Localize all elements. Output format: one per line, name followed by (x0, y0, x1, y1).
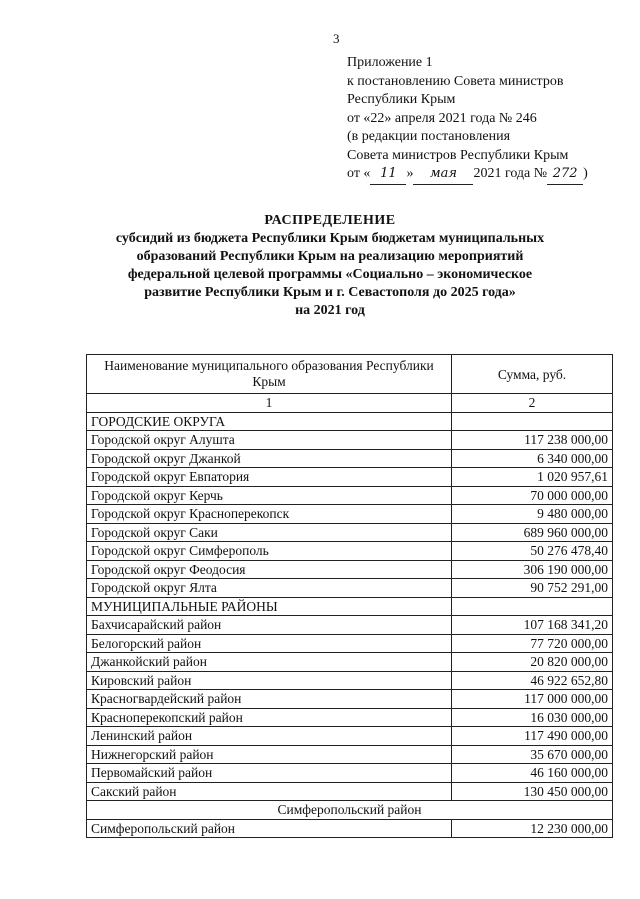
table-row (87, 764, 613, 783)
table-row (87, 671, 613, 690)
page-number: 3 (333, 31, 340, 46)
row-name: Первомайский район (87, 764, 452, 783)
row-amount: 306 190 000,00 (452, 560, 613, 579)
row-name: Красноперекопский район (87, 708, 452, 727)
column-header-sum: Сумма, руб. (452, 355, 613, 394)
section-row (87, 597, 613, 616)
table-header-row (87, 355, 613, 394)
heading-line: субсидий из бюджета Республики Крым бюджетам муниципальных (115, 231, 545, 246)
row-name: Симферопольский район (87, 819, 452, 838)
row-name: Кировский район (87, 671, 452, 690)
date-mid: » (406, 166, 414, 181)
table-row (87, 782, 613, 801)
heading-line: федеральной целевой программы «Социально – экономическое (127, 267, 533, 282)
table-row (87, 505, 613, 524)
table-row (87, 690, 613, 709)
table-row (87, 468, 613, 487)
row-amount: 20 820 000,00 (452, 653, 613, 672)
table-row (87, 486, 613, 505)
table-row (87, 819, 613, 838)
section-amount-empty (452, 412, 613, 431)
appendix-line: к постановлению Совета министров (347, 73, 564, 89)
section-row (87, 412, 613, 431)
handwritten-number: 272 (547, 165, 583, 185)
table-row (87, 542, 613, 561)
row-name: Сакский район (87, 782, 452, 801)
row-name: Городской округ Джанкой (87, 449, 452, 468)
handwritten-month: мая (413, 165, 473, 185)
document-heading (80, 212, 580, 320)
row-amount: 70 000 000,00 (452, 486, 613, 505)
row-name: Джанкойский район (87, 653, 452, 672)
table-row (87, 523, 613, 542)
section-row (87, 801, 613, 820)
row-amount: 117 490 000,00 (452, 727, 613, 746)
table-row (87, 579, 613, 598)
row-name: Городской округ Феодосия (87, 560, 452, 579)
heading-line: образований Республики Крым на реализацию мероприятий (136, 249, 524, 264)
table-row (87, 431, 613, 450)
table-row (87, 634, 613, 653)
row-amount: 77 720 000,00 (452, 634, 613, 653)
document-title: РАСПРЕДЕЛЕНИЕ (264, 213, 396, 228)
section-label: МУНИЦИПАЛЬНЫЕ РАЙОНЫ (87, 597, 452, 616)
section-label: Симферопольский район (87, 801, 613, 820)
distribution-table (86, 354, 613, 838)
row-amount: 16 030 000,00 (452, 708, 613, 727)
table-row (87, 745, 613, 764)
row-name: Городской округ Евпатория (87, 468, 452, 487)
appendix-line: (в редакции постановления (347, 129, 511, 144)
row-amount: 9 480 000,00 (452, 505, 613, 524)
appendix-line: от «22» апреля 2021 года № 246 (347, 110, 537, 126)
section-amount-empty (452, 597, 613, 616)
column-number-2: 2 (452, 394, 613, 413)
row-name: Городской округ Саки (87, 523, 452, 542)
row-amount: 46 922 652,80 (452, 671, 613, 690)
row-amount: 117 000 000,00 (452, 690, 613, 709)
row-name: Белогорский район (87, 634, 452, 653)
row-amount: 46 160 000,00 (452, 764, 613, 783)
table-row (87, 653, 613, 672)
appendix-line: Приложение 1 (347, 55, 433, 70)
row-amount: 107 168 341,20 (452, 616, 613, 635)
heading-line: на 2021 год (295, 303, 365, 318)
date-year: 2021 года № (473, 166, 548, 181)
row-name: Городской округ Алушта (87, 431, 452, 450)
appendix-line: Совета министров Республики Крым (347, 147, 569, 163)
row-name: Ленинский район (87, 727, 452, 746)
row-name: Городской округ Симферополь (87, 542, 452, 561)
date-prefix: от « (347, 166, 371, 181)
row-amount: 90 752 291,00 (452, 579, 613, 598)
row-amount: 6 340 000,00 (452, 449, 613, 468)
table-row (87, 616, 613, 635)
date-suffix: ) (583, 166, 588, 181)
column-number-row (87, 394, 613, 413)
row-amount: 130 450 000,00 (452, 782, 613, 801)
row-name: Городской округ Керчь (87, 486, 452, 505)
row-amount: 12 230 000,00 (452, 819, 613, 838)
handwritten-day: 11 (370, 165, 406, 185)
row-amount: 117 238 000,00 (452, 431, 613, 450)
row-name: Бахчисарайский район (87, 616, 452, 635)
table-row (87, 449, 613, 468)
heading-line: развитие Республики Крым и г. Севастополя до 2025 года» (144, 285, 516, 300)
appendix-line: Республики Крым (347, 92, 456, 107)
table-row (87, 708, 613, 727)
row-amount: 35 670 000,00 (452, 745, 613, 764)
row-name: Городской округ Ялта (87, 579, 452, 598)
appendix-block (347, 54, 637, 185)
row-amount: 689 960 000,00 (452, 523, 613, 542)
row-name: Нижнегорский район (87, 745, 452, 764)
row-name: Красногвардейский район (87, 690, 452, 709)
table-row (87, 560, 613, 579)
column-header-name: Наименование муниципального образования Республики Крым (87, 355, 452, 394)
row-amount: 50 276 478,40 (452, 542, 613, 561)
column-number-1: 1 (87, 394, 452, 413)
row-amount: 1 020 957,61 (452, 468, 613, 487)
row-name: Городской округ Красноперекопск (87, 505, 452, 524)
table-row (87, 727, 613, 746)
appendix-date-line (347, 165, 637, 185)
section-label: ГОРОДСКИЕ ОКРУГА (87, 412, 452, 431)
